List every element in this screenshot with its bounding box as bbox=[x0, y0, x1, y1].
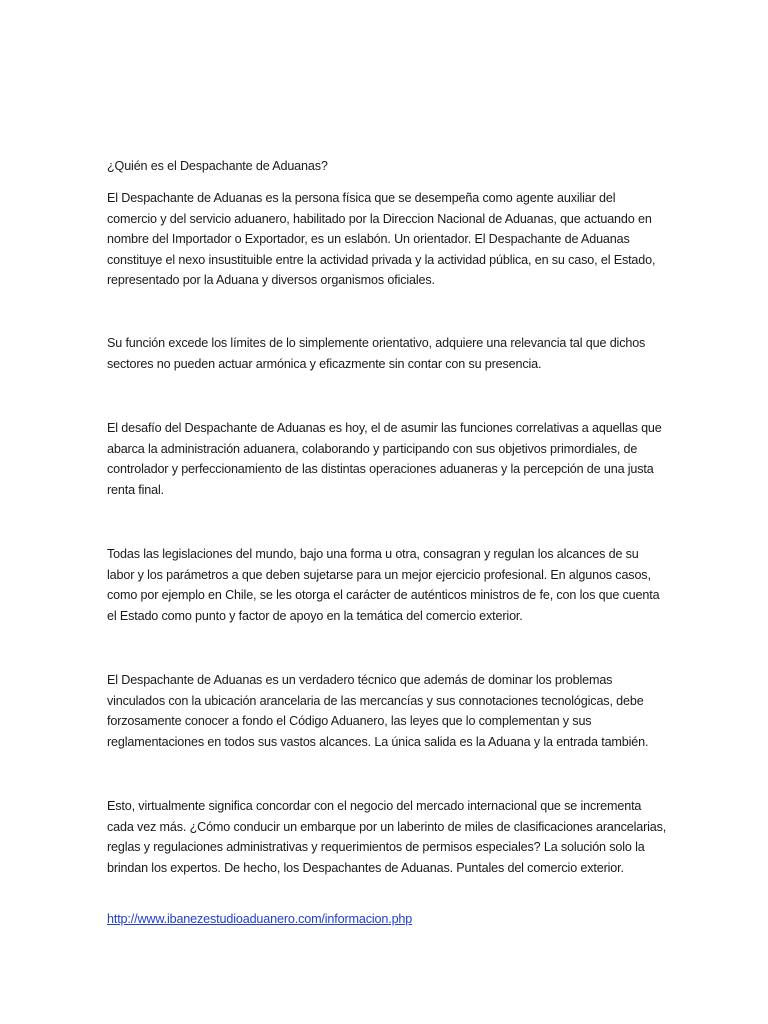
paragraph-1: El Despachante de Aduanas es la persona física que se desempeña como agente auxiliar del comercio y del servicio aduanero, habilitado por la Direccion Nacional de Aduanas, que actuando en nombre del Importador o Exportador, es un eslabón. Un orientador. El Despachante de Aduanas constituye el nexo insustituible entre la actividad privada y la actividad pública, en su caso, el Estado, representado por la Aduana y diversos organismos oficiales. bbox=[107, 191, 656, 287]
paragraph-6: Esto, virtualmente significa concordar con el negocio del mercado internacional que se incrementa cada vez más. ¿Cómo conducir un embarque por un laberinto de miles de clasificaciones arancelarias, reglas y regulaciones administrativas y requerimientos de permisos especiales? La solución solo la brindan los expertos. De hecho, los Despachantes de Aduanas. Puntales del comercio exterior. bbox=[107, 799, 667, 875]
source-link[interactable]: http://www.ibanezestudioaduanero.com/informacion.php bbox=[107, 912, 413, 926]
document-heading: ¿Quién es el Despachante de Aduanas? bbox=[107, 159, 328, 173]
paragraph-5: El Despachante de Aduanas es un verdadero técnico que además de dominar los problemas vinculados con la ubicación arancelaria de las mercancías y sus connotaciones tecnológicas, debe forzosamente conocer a fondo el Código Aduanero, las leyes que lo complementan y sus reglamentaciones en todos sus vastos alcances. La única salida es la Aduana y la entrada también. bbox=[107, 673, 649, 749]
paragraph-3: El desafío del Despachante de Aduanas es hoy, el de asumir las funciones correlativas a aquellas que abarca la administración aduanera, colaborando y participando con sus objetivos primordiales, de controlador y perfeccionamiento de las distintas operaciones aduaneras y la percepción de una justa renta final. bbox=[107, 421, 662, 497]
paragraph-4: Todas las legislaciones del mundo, bajo una forma u otra, consagran y regulan los alcances de su labor y los parámetros a que deben sujetarse para un mejor ejercicio profesional. En algunos casos, como por ejemplo en Chile, se les otorga el carácter de auténticos ministros de fe, con los que cuenta el Estado como punto y factor de apoyo en la temática del comercio exterior. bbox=[107, 547, 660, 623]
paragraph-2: Su función excede los límites de lo simplemente orientativo, adquiere una relevancia tal que dichos sectores no pueden actuar armónica y eficazmente sin contar con su presencia. bbox=[107, 336, 646, 371]
